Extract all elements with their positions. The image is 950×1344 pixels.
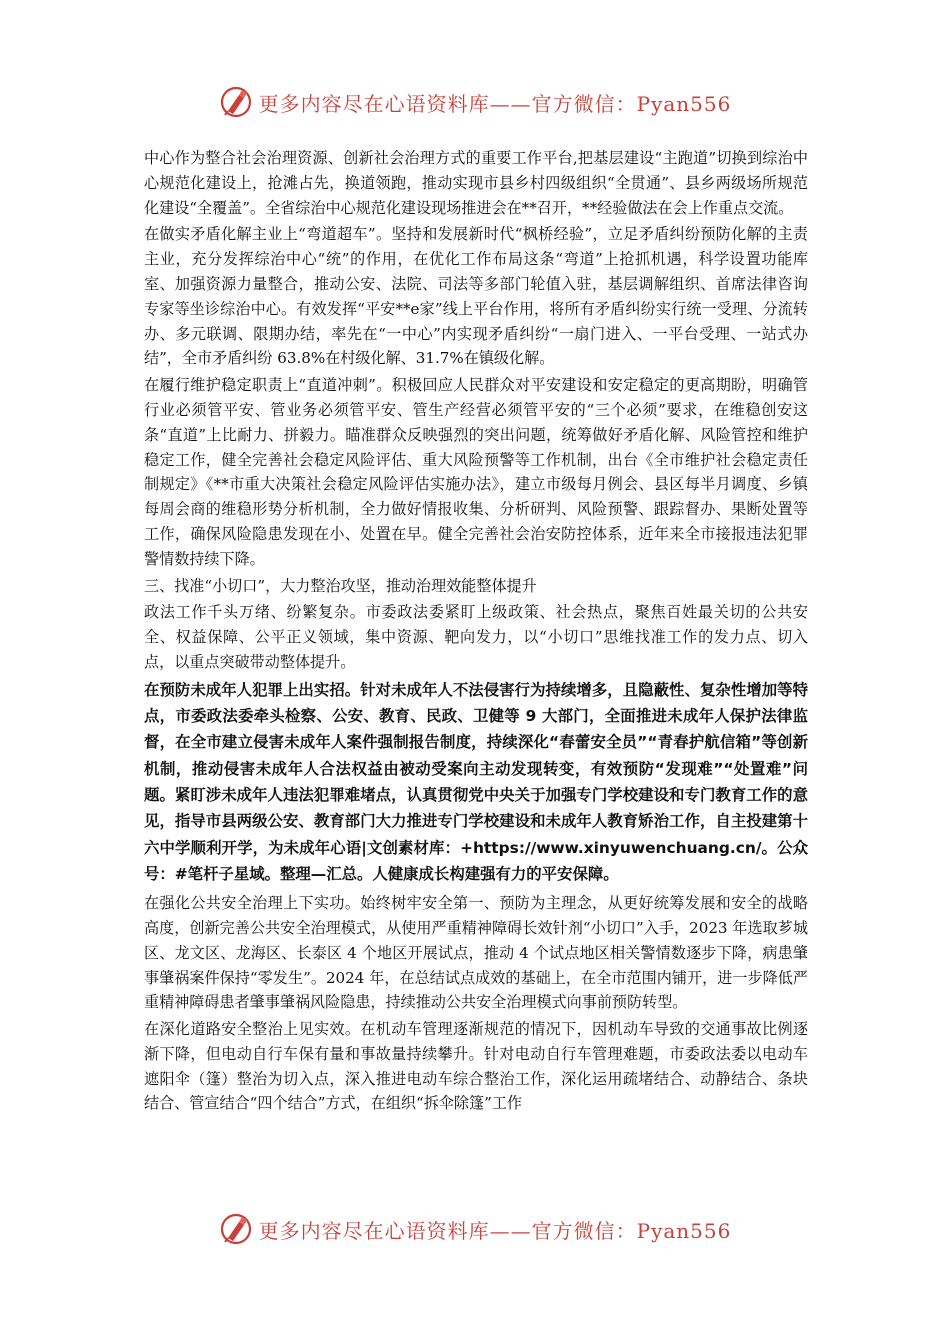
document-body bbox=[144, 146, 808, 1118]
paragraph-road-safety: 在深化道路安全整治上见实效。在机动车管理逐渐规范的情况下，因机动车导致的交通事故比例逐渐下降，但电动自行车保有量和事故量持续攀升。针对电动自行车管理难题，市委政法委以电动车遮阳伞（篷）整治为切入点，深入推进电动车综合整治工作，深化运用疏堵结合、动静结合、条块结合、管宣结合“四个结合”方式，在组织“拆伞除篷”工作 bbox=[144, 1020, 808, 1113]
banner-text: 更多内容尽在心语资料库——官方微信：Pyan556 bbox=[258, 1218, 732, 1243]
paragraph-juvenile-crime: 在预防未成年人犯罪上出实招。针对未成年人不法侵害行为持续增多，且隐蔽性、复杂性增加等特点，市委政法委牵头检察、公安、教育、民政、卫健等 9 大部门，全面推进未成年人保护法律监督，在全市建立侵害未成年人案件强制报告制度，持续深化“春蕾安全员”“青春护航信箱”等创新机制，推动侵害未成年人合法权益由被动受案向主动发现转变，有效预防“发现难”“处置难”问题。紧盯涉未成年人违法犯罪难堵点，认真贯彻党中央关于加强专门学校建设和专门教育工作的意见，指导市县两级公安、教育部门大力推进专门学校建设和未成年人教育矫治工作，自主投建第十六中学顺利开学，为未成年心语|文创素材库：+https://www.xinyuwenchuang.cn/。公众号：#笔杆子星域。整理—汇总。人健康成长构建强有力的平安保障。 bbox=[144, 680, 808, 883]
paragraph-conflict-resolution: 在做实矛盾化解主业上“弯道超车”。坚持和发展新时代“枫桥经验”，立足矛盾纠纷预防化解的主责主业，充分发挥综治中心“统”的作用，在优化工作布局这条“弯道”上抢抓机遇，科学设置功能库室、加强资源力量整合，推动公安、法院、司法等多部门轮值入驻，基层调解组织、首席法律咨询专家等坐诊综治中心。有效发挥“平安**e家”线上平台作用，将所有矛盾纠纷实行统一受理、分流转办、多元联调、限期办结，率先在“一中心”内实现矛盾纠纷“一扇门进入、一平台受理、一站式办结”，全市矛盾纠纷 63.8%在村级化解、31.7%在镇级化解。 bbox=[144, 225, 808, 368]
section-heading-three: 三、找准“小切口”，大力整治攻坚，推动治理效能整体提升 bbox=[144, 576, 537, 595]
paragraph-comprehensive-center: 中心作为整合社会治理资源、创新社会治理方式的重要工作平台,把基层建设“主跑道”切换到综治中心规范化建设上，抢滩占先，换道领跑，推动实现市县乡村四级组织“全贯通”、县乡两级场所规范化建设“全覆盖”。全省综治中心规范化建设现场推进会在**召开，**经验做法在会上作重点交流。 bbox=[144, 149, 808, 217]
paragraph-stability-duty: 在履行维护稳定职责上“直道冲刺”。积极回应人民群众对平安建设和安定稳定的更高期盼，明确管行业必须管平安、管业务必须管平安、管生产经营必须管平安的“三个必须”要求，在维稳创安这条“直道”上比耐力、拼毅力。瞄准群众反映强烈的突出问题，统筹做好矛盾化解、风险管控和维护稳定工作，健全完善社会稳定风险评估、重大风险预警等工作机制，出台《全市维护社会稳定责任制规定》《**市重大决策社会稳定风险评估实施办法》，建立市级每月例会、县区每半月调度、乡镇每周会商的维稳形势分析机制，全力做好情报收集、分析研判、风险预警、跟踪督办、果断处置等工作，确保风险隐患发现在小、处置在早。健全完善社会治安防控体系，近年来全市接报违法犯罪警情数持续下降。 bbox=[144, 376, 808, 568]
pen-nib-logo-icon bbox=[219, 85, 253, 119]
header-banner bbox=[0, 82, 950, 122]
footer-banner bbox=[0, 1209, 950, 1249]
banner-text: 更多内容尽在心语资料库——官方微信：Pyan556 bbox=[258, 91, 732, 116]
paragraph-public-safety: 在强化公共安全治理上下实功。始终树牢安全第一、预防为主理念，从更好统筹发展和安全的战略高度，创新完善公共安全治理模式，从使用严重精神障碍长效针剂“小切口”入手，2023 年选取芗城区、龙文区、龙海区、长泰区 4 个地区开展试点，推动 4 个试点地区相关警情数逐步下降，病患肇事肇祸案件保持“零发生”。2024 年，在总结试点成效的基础上，在全市范围内铺开，进一步降低严重精神障碍患者肇事肇祸风险隐患，持续推动公共安全治理模式向事前预防转型。 bbox=[144, 894, 808, 1012]
pen-nib-logo-icon bbox=[219, 1212, 253, 1246]
paragraph-section-intro: 政法工作千头万绪、纷繁复杂。市委政法委紧盯上级政策、社会热点，聚焦百姓最关切的公共安全、权益保障、公平正义领域，集中资源、靶向发力，以“小切口”思维找准工作的发力点、切入点，以重点突破带动整体提升。 bbox=[144, 603, 808, 671]
